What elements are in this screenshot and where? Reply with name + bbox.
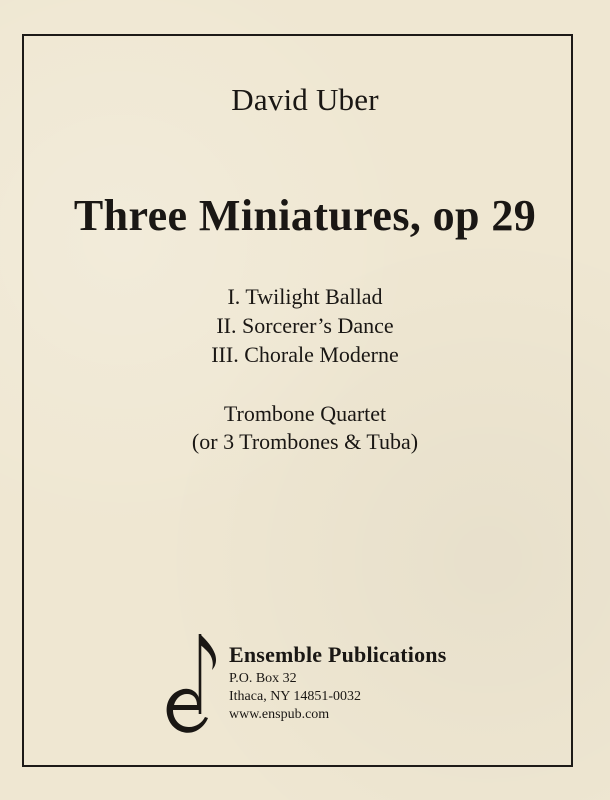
movement-item: I. Twilight Ballad xyxy=(227,284,383,309)
website: www.enspub.com xyxy=(229,707,330,722)
composer-name: David Uber xyxy=(231,82,379,117)
eighth-note-e-monogram-icon xyxy=(160,632,220,742)
alternate-scoring: (or 3 Trombones & Tuba) xyxy=(191,429,419,454)
po-box: P.O. Box 32 xyxy=(229,671,297,686)
movement-item: III. Chorale Moderne xyxy=(211,342,399,367)
work-title: Three Miniatures, op 29 xyxy=(73,191,537,240)
movement-item: II. Sorcerer’s Dance xyxy=(216,313,394,338)
ensemble-type: Trombone Quartet xyxy=(223,401,387,426)
publisher-address xyxy=(229,670,361,724)
movement-list xyxy=(0,282,610,369)
instrumentation xyxy=(0,400,610,456)
city-state-zip: Ithaca, NY 14851-0032 xyxy=(229,689,362,704)
publisher-name: Ensemble Publications xyxy=(229,642,447,667)
